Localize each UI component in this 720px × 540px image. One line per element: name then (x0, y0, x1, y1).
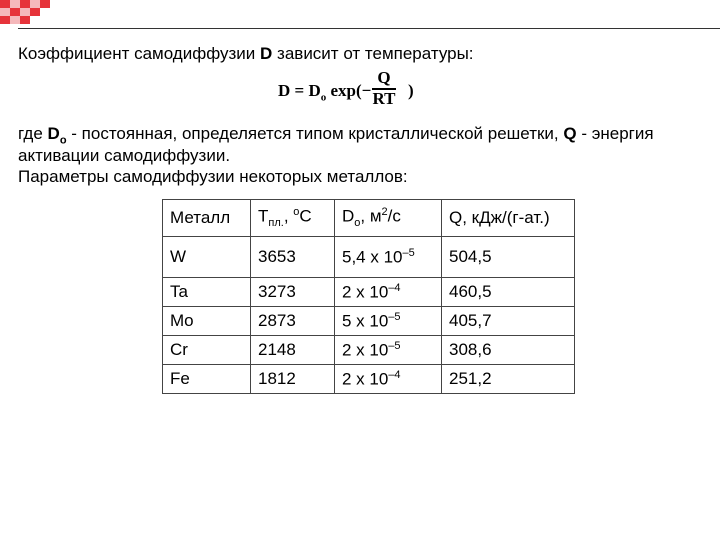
header-t-degree: о (293, 206, 300, 219)
header-activation-energy: Q, кДж/(г-ат.) (442, 200, 575, 237)
header-d-tail: /с (387, 207, 401, 227)
cell-d0 (335, 237, 442, 278)
formula-denominator: RT (372, 89, 396, 108)
intro-d-symbol: D (260, 44, 273, 63)
d0-base: 5 х 10 (342, 311, 389, 331)
intro-line (18, 44, 474, 64)
d0-base: 2 х 10 (342, 340, 389, 360)
cell-temp: 3273 (251, 278, 335, 307)
cell-temp: 2873 (251, 307, 335, 336)
table-row (163, 278, 575, 307)
header-t: T (258, 207, 269, 227)
desc-q-symbol: Q (563, 124, 577, 143)
table-row (163, 365, 575, 394)
d0-exp: –4 (388, 281, 401, 294)
formula-close-paren: ) (408, 81, 414, 100)
d0-exp: –5 (388, 310, 401, 323)
table-header-row (163, 200, 575, 237)
cell-d0 (335, 278, 442, 307)
header-metal: Металл (163, 200, 251, 237)
d0-base: 5,4 х 10 (342, 247, 403, 267)
description-line-1 (18, 124, 654, 146)
header-t-comma: , (283, 207, 294, 227)
header-t-sub: пл. (268, 217, 284, 230)
formula-lhs-text: D = D (278, 81, 321, 100)
desc-where: где (18, 124, 48, 143)
d0-base: 2 х 10 (342, 282, 389, 302)
desc-energy: - энергия (576, 124, 654, 143)
cell-temp: 3653 (251, 237, 335, 278)
intro-suffix: зависит от температуры: (272, 44, 474, 63)
desc-text: - постоянная, определяется типом кристаллической решетки, (66, 124, 564, 143)
desc-d-symbol: D (47, 124, 60, 143)
decorative-checker-pattern (0, 0, 60, 24)
cell-d0 (335, 365, 442, 394)
metals-diffusion-table (162, 199, 575, 394)
cell-q: 460,5 (442, 278, 575, 307)
cell-metal: Fe (163, 365, 251, 394)
cell-q: 405,7 (442, 307, 575, 336)
cell-q: 308,6 (442, 336, 575, 365)
cell-d0 (335, 336, 442, 365)
d0-exp: –4 (388, 368, 401, 381)
header-t-c: С (299, 207, 312, 227)
header-d-unit: , м (360, 207, 382, 227)
formula-exp: exp(− (326, 81, 372, 100)
cell-metal: W (163, 237, 251, 278)
cell-temp: 2148 (251, 336, 335, 365)
formula-lhs-sub: o (320, 91, 327, 104)
cell-q: 504,5 (442, 237, 575, 278)
d0-exp: –5 (388, 339, 401, 352)
desc-d-sub: o (59, 134, 67, 147)
header-d: D (342, 207, 355, 227)
table-row (163, 336, 575, 365)
d0-exp: –5 (402, 246, 415, 259)
formula-lhs (278, 81, 371, 103)
header-d-sup: 2 (381, 206, 388, 219)
description-line-3: Параметры самодиффузии некоторых металлов: (18, 167, 408, 186)
header-melting-temp (251, 200, 335, 237)
cell-d0 (335, 307, 442, 336)
header-d-sub: o (354, 217, 361, 230)
cell-metal: Ta (163, 278, 251, 307)
cell-temp: 1812 (251, 365, 335, 394)
table-row (163, 237, 575, 278)
d0-base: 2 х 10 (342, 369, 389, 389)
cell-metal: Mo (163, 307, 251, 336)
header-d0 (335, 200, 442, 237)
intro-prefix: Коэффициент самодиффузии (18, 44, 261, 63)
description-line-2: активации самодиффузии. (18, 146, 231, 165)
header-divider (18, 28, 720, 29)
formula-numerator: Q (377, 68, 391, 87)
cell-q: 251,2 (442, 365, 575, 394)
cell-metal: Cr (163, 336, 251, 365)
table-row (163, 307, 575, 336)
